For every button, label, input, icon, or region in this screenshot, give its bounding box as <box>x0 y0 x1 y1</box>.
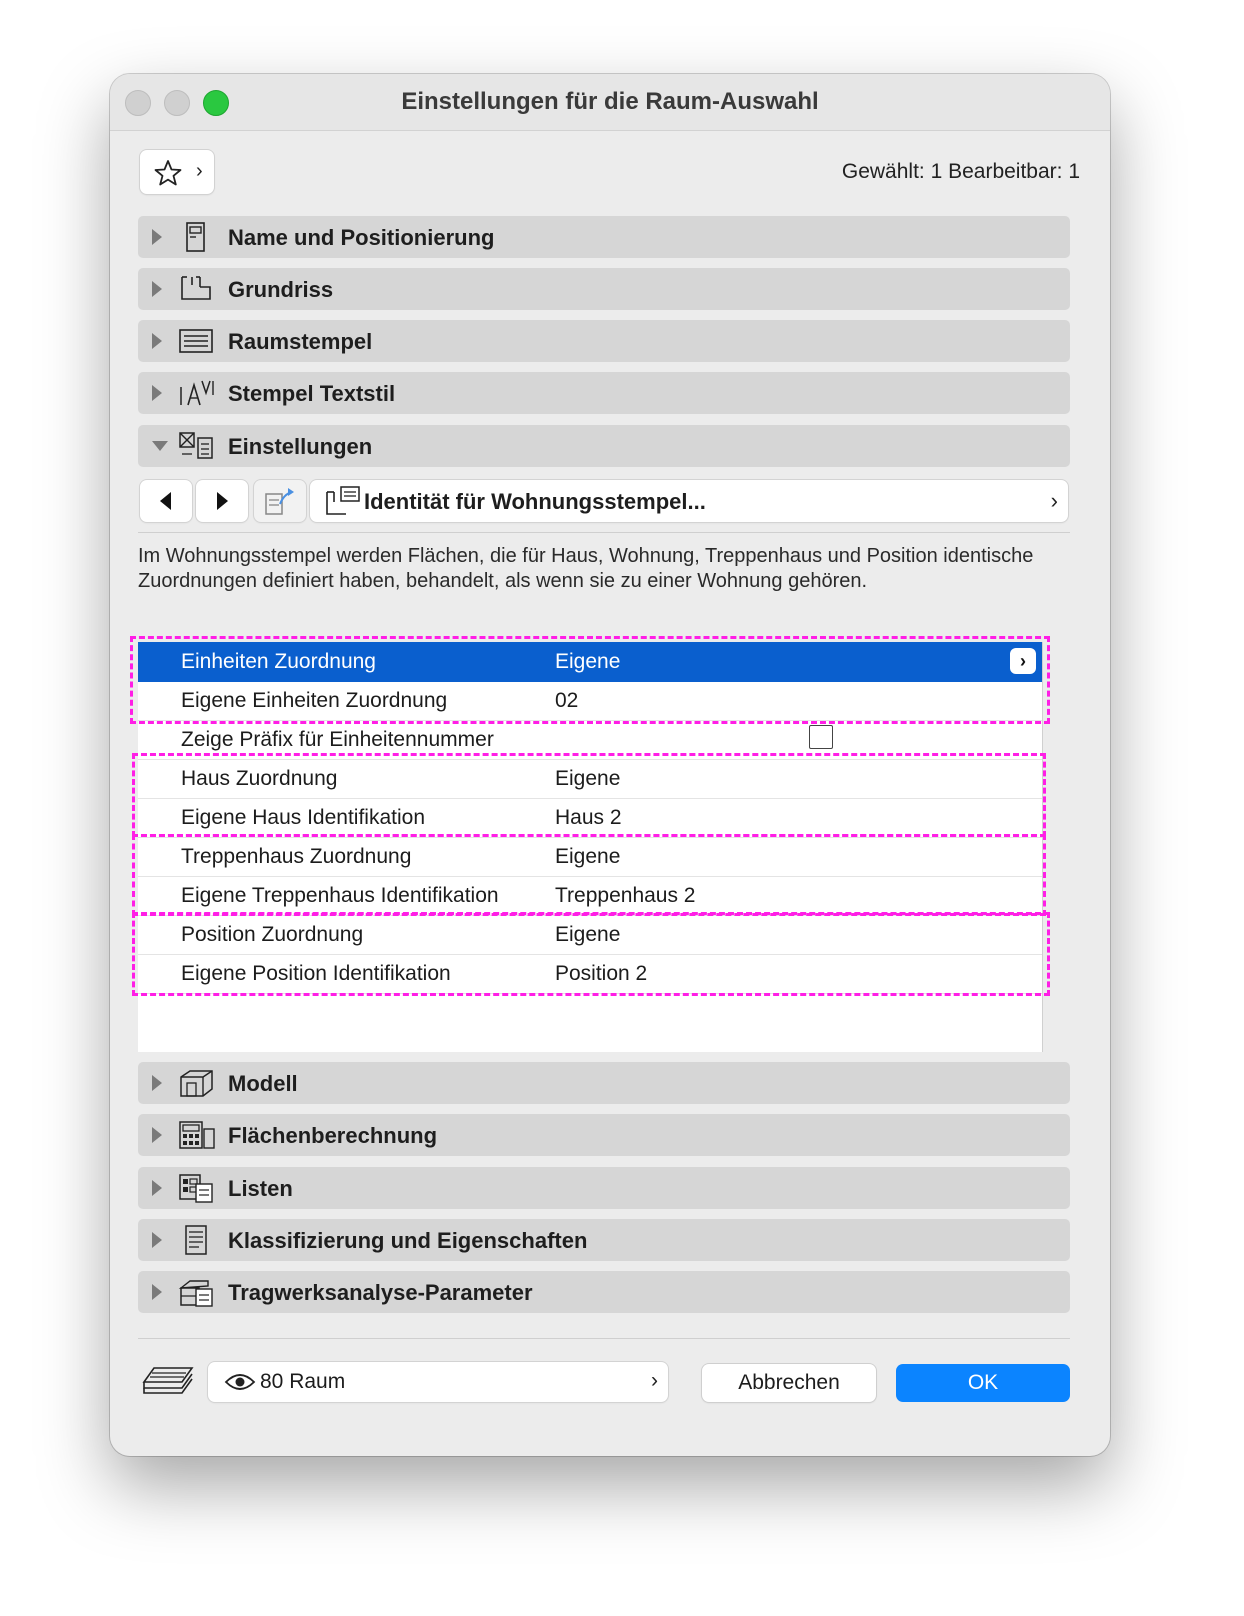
param-name: Treppenhaus Zuordnung <box>181 845 412 868</box>
panel-name-positioning[interactable] <box>138 216 1070 258</box>
table-row[interactable] <box>138 759 1042 799</box>
disclosure-triangle-icon <box>150 383 164 403</box>
show-prefix-checkbox[interactable] <box>809 725 833 749</box>
disclosure-triangle-icon <box>150 331 164 351</box>
panel-label: Stempel Textstil <box>228 381 396 406</box>
table-row[interactable] <box>138 954 1042 994</box>
chevron-right-icon[interactable]: › <box>1010 648 1036 674</box>
classification-icon <box>178 1224 214 1256</box>
disclosure-triangle-icon <box>150 1125 164 1145</box>
favorites-button[interactable] <box>140 150 214 194</box>
panel-listing[interactable] <box>138 1167 1070 1209</box>
eye-icon <box>224 1372 256 1392</box>
ok-button[interactable]: OK <box>896 1364 1070 1402</box>
table-row[interactable] <box>138 876 1042 916</box>
cancel-button[interactable]: Abbrechen <box>702 1364 876 1402</box>
panel-model[interactable] <box>138 1062 1070 1104</box>
chevron-right-icon: › <box>196 160 203 182</box>
disclosure-triangle-expanded-icon <box>150 436 170 456</box>
previous-page-button[interactable] <box>140 480 192 522</box>
structural-analysis-icon <box>178 1276 216 1308</box>
apartment-stamp-icon <box>324 484 362 518</box>
settings-icon <box>178 430 214 462</box>
chevron-right-icon: › <box>651 1369 658 1392</box>
divider <box>138 1338 1070 1339</box>
arrow-left-icon <box>140 480 192 522</box>
table-row[interactable] <box>138 798 1042 838</box>
panel-label: Modell <box>228 1071 298 1096</box>
panel-zone-stamp[interactable] <box>138 320 1070 362</box>
arrow-right-icon <box>196 480 248 522</box>
export-icon <box>254 480 306 522</box>
next-page-button[interactable] <box>196 480 248 522</box>
param-name: Einheiten Zuordnung <box>181 650 376 673</box>
settings-description: Im Wohnungsstempel werden Flächen, die für Haus, Wohnung, Treppenhaus und Position identische Zuordnungen definiert haben, behandelt, als wenn sie zu einer Wohnung gehören. <box>138 545 1034 592</box>
panel-label: Flächenberechnung <box>228 1123 438 1148</box>
panel-label: Raumstempel <box>228 329 373 354</box>
star-icon <box>150 158 186 188</box>
panel-label: Einstellungen <box>228 434 373 459</box>
panel-structural-analysis[interactable] <box>138 1271 1070 1313</box>
selection-count: Gewählt: 1 Bearbeitbar: 1 <box>841 160 1080 183</box>
param-name: Eigene Einheiten Zuordnung <box>181 689 448 712</box>
panel-label: Grundriss <box>228 277 334 302</box>
disclosure-triangle-icon <box>150 279 164 299</box>
disclosure-triangle-icon <box>150 1178 164 1198</box>
disclosure-triangle-icon <box>150 227 164 247</box>
param-value: Eigene <box>555 650 621 673</box>
table-row[interactable] <box>138 681 1042 721</box>
param-value[interactable]: Eigene <box>555 845 621 868</box>
table-row[interactable] <box>138 720 1042 760</box>
param-value[interactable]: Position 2 <box>555 962 648 985</box>
export-settings-button[interactable] <box>254 480 306 522</box>
chevron-right-icon: › <box>1050 488 1058 513</box>
panel-stamp-text-style[interactable] <box>138 372 1070 414</box>
param-name: Eigene Position Identifikation <box>181 962 451 985</box>
disclosure-triangle-icon <box>150 1230 164 1250</box>
panel-label: Listen <box>228 1176 293 1201</box>
param-value[interactable]: Eigene <box>555 923 621 946</box>
panel-label: Klassifizierung und Eigenschaften <box>228 1228 588 1253</box>
panel-floor-plan[interactable] <box>138 268 1070 310</box>
name-position-icon <box>178 221 214 253</box>
settings-page-label: Identität für Wohnungsstempel... <box>364 489 706 514</box>
param-name: Zeige Präfix für Einheitennummer <box>181 728 494 751</box>
area-calc-icon <box>178 1119 216 1151</box>
param-value[interactable]: 02 <box>555 689 579 712</box>
parameter-table <box>138 642 1043 1052</box>
param-name: Haus Zuordnung <box>181 767 338 790</box>
model-icon <box>178 1067 216 1099</box>
table-row[interactable] <box>138 837 1042 877</box>
title-bar <box>110 74 1110 131</box>
disclosure-triangle-icon <box>150 1282 164 1302</box>
panel-settings[interactable] <box>138 425 1070 467</box>
param-name: Eigene Haus Identifikation <box>181 806 425 829</box>
table-row[interactable] <box>138 642 1042 682</box>
settings-dialog <box>110 74 1110 1456</box>
param-name: Position Zuordnung <box>181 923 364 946</box>
divider <box>138 532 1070 533</box>
window-title: Einstellungen für die Raum-Auswahl <box>401 88 819 115</box>
listing-icon <box>178 1172 216 1204</box>
panel-area-calculation[interactable] <box>138 1114 1070 1156</box>
param-name: Eigene Treppenhaus Identifikation <box>181 884 499 907</box>
layer-selector[interactable] <box>208 1362 668 1402</box>
disclosure-triangle-icon <box>150 1073 164 1093</box>
text-style-icon <box>178 377 216 409</box>
settings-page-selector[interactable] <box>310 480 1068 522</box>
layer-label: 80 Raum <box>260 1370 346 1393</box>
param-value[interactable]: Eigene <box>555 767 621 790</box>
table-row[interactable] <box>138 915 1042 955</box>
zone-stamp-icon <box>178 325 214 357</box>
panel-classification-properties[interactable] <box>138 1219 1070 1261</box>
param-value[interactable]: Haus 2 <box>555 806 622 829</box>
floor-plan-icon <box>178 273 214 305</box>
panel-label: Name und Positionierung <box>228 225 495 250</box>
panel-label: Tragwerksanalyse-Parameter <box>228 1280 533 1305</box>
layers-icon <box>142 1360 194 1400</box>
param-value[interactable]: Treppenhaus 2 <box>555 884 696 907</box>
